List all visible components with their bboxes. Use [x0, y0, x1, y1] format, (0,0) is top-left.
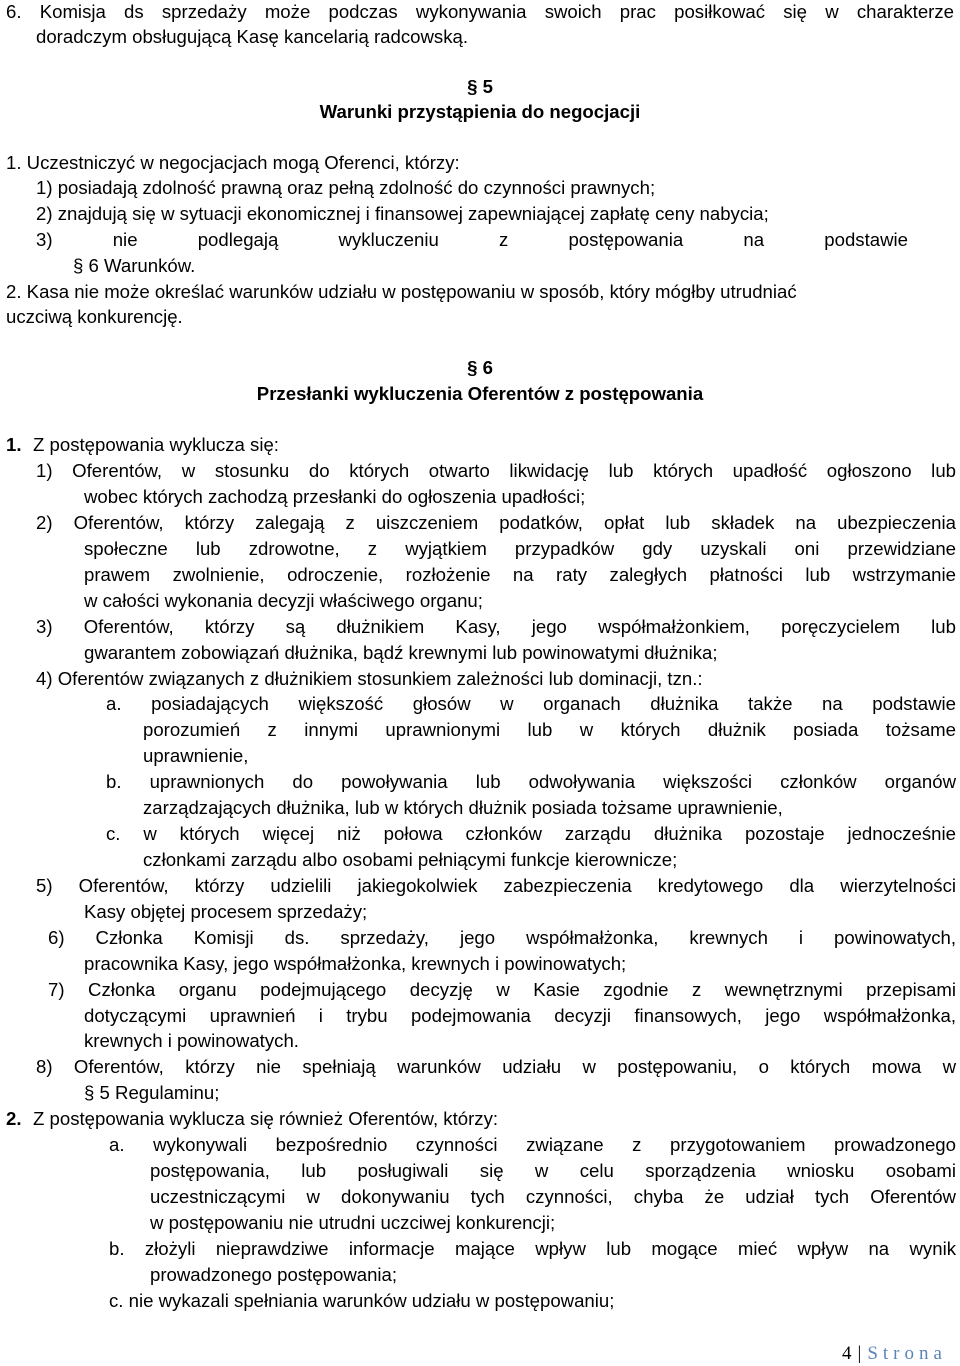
list-item: 4) Oferentów związanych z dłużnikiem stosunkiem zależności lub dominacji, tzn.: — [36, 668, 703, 689]
section-6-p2-text: Z postępowania wyklucza się również Oferentów, którzy: — [33, 1108, 499, 1129]
list-item: porozumień z innymi uprawnionymi lub w których dłużnik posiada tożsame — [143, 719, 956, 740]
list-item: 7) Członka organu podejmującego decyzję w Kasie zgodnie z wewnętrznymi przepisami — [48, 979, 956, 1000]
list-item: pracownika Kasy, jego współmałżonka, krewnych i powinowatych; — [84, 953, 627, 974]
page-footer — [842, 1342, 947, 1366]
page-label: Strona — [867, 1343, 947, 1364]
section-5-line: 3) nie podlegają wykluczeniu z postępowania na podstawie — [36, 229, 908, 250]
section-5-line: 2) znajdują się w sytuacji ekonomicznej i finansowej zapewniającej zapłatę ceny nabycia; — [36, 203, 769, 224]
footer-separator: | — [857, 1343, 862, 1364]
section-5-line: uczciwą konkurencję. — [6, 306, 183, 327]
list-item: uczestniczącymi w dokonywaniu tych czynności, chyba że udział tych Oferentów — [150, 1186, 956, 1207]
list-item: c. w których więcej niż połowa członków zarządu dłużnika pozostaje jednocześnie — [106, 823, 956, 844]
list-item: Kasy objętej procesem sprzedaży; — [84, 901, 368, 922]
section-5-line: 1. Uczestniczyć w negocjacjach mogą Oferenci, którzy: — [6, 152, 460, 173]
section-6-p2-label: 2. — [6, 1108, 22, 1129]
list-item: 5) Oferentów, którzy udzielili jakiegokolwiek zabezpieczenia kredytowego dla wierzytelności — [36, 875, 956, 896]
list-item: 3) Oferentów, którzy są dłużnikiem Kasy, jego współmałżonkiem, poręczycielem lub — [36, 616, 956, 637]
list-item: wobec których zachodzą przesłanki do ogłoszenia upadłości; — [84, 486, 586, 507]
list-item: członkami zarządu albo osobami pełniącymi funkcje kierownicze; — [143, 849, 678, 870]
list-item: uprawnienie, — [143, 745, 249, 766]
list-item: a. posiadających większość głosów w organach dłużnika także na podstawie — [106, 693, 956, 714]
list-item: 6) Członka Komisji ds. sprzedaży, jego współmałżonka, krewnych i powinowatych, — [48, 927, 956, 948]
page-number: 4 — [842, 1343, 852, 1364]
list-item: społeczne lub zdrowotne, z wyjątkiem przypadków gdy uzyskali oni przewidziane — [84, 538, 956, 559]
list-item: w postępowaniu nie utrudni uczciwej konkurencji; — [150, 1212, 556, 1233]
intro-line-2: doradczym obsługującą Kasę kancelarią radcowską. — [36, 26, 469, 47]
list-item: 2) Oferentów, którzy zalegają z uiszczeniem podatków, opłat lub składek na ubezpieczenia — [36, 512, 956, 533]
list-item: b. złożyli nieprawdziwe informacje mające wpływ lub mogące mieć wpływ na wynik — [109, 1238, 956, 1259]
list-item: dotyczącymi uprawnień i trybu podejmowania decyzji finansowych, jego współmałżonka, — [84, 1005, 956, 1026]
list-item: prawem zwolnienie, odroczenie, rozłożenie na raty zaległych płatności lub wstrzymanie — [84, 564, 956, 585]
list-item: 1) Oferentów, w stosunku do których otwarto likwidację lub których upadłość ogłoszono lub — [36, 460, 956, 481]
list-item: zarządzających dłużnika, lub w których dłużnik posiada tożsame uprawnienie, — [143, 797, 783, 818]
section-5-line: § 6 Warunków. — [73, 255, 196, 276]
list-item: gwarantem zobowiązań dłużnika, bądź krewnymi lub powinowatymi dłużnika; — [84, 642, 718, 663]
list-item: 8) Oferentów, którzy nie spełniają warunków udziału w postępowaniu, o których mowa w — [36, 1056, 956, 1077]
list-item: prowadzonego postępowania; — [150, 1264, 398, 1285]
section-6-title: Przesłanki wykluczenia Oferentów z postępowania — [256, 383, 704, 404]
section-6-number: § 6 — [467, 357, 493, 378]
section-5-line: 2. Kasa nie może określać warunków udziału w postępowaniu w sposób, który mógłby utrudniać — [6, 281, 797, 302]
list-item: postępowania, lub posługiwali się w celu sporządzenia wniosku osobami — [150, 1160, 956, 1181]
list-item: c. nie wykazali spełniania warunków udziału w postępowaniu; — [109, 1290, 615, 1311]
section-5-line: 1) posiadają zdolność prawną oraz pełną zdolność do czynności prawnych; — [36, 177, 656, 198]
list-item: krewnych i powinowatych. — [84, 1030, 299, 1051]
intro-line-1: 6. Komisja ds sprzedaży może podczas wykonywania swoich prac posiłkować się w charakterze — [6, 1, 954, 22]
list-item: § 5 Regulaminu; — [84, 1082, 220, 1103]
section-6-p1-text: Z postępowania wyklucza się: — [33, 434, 279, 455]
list-item: a. wykonywali bezpośrednio czynności związane z przygotowaniem prowadzonego — [109, 1134, 956, 1155]
section-5-number: § 5 — [467, 76, 493, 97]
list-item: w całości wykonania decyzji właściwego organu; — [84, 590, 483, 611]
list-item: b. uprawnionych do powoływania lub odwoływania większości członków organów — [106, 771, 956, 792]
section-5-title: Warunki przystąpienia do negocjacji — [319, 101, 641, 122]
section-6-p1-label: 1. — [6, 434, 22, 455]
